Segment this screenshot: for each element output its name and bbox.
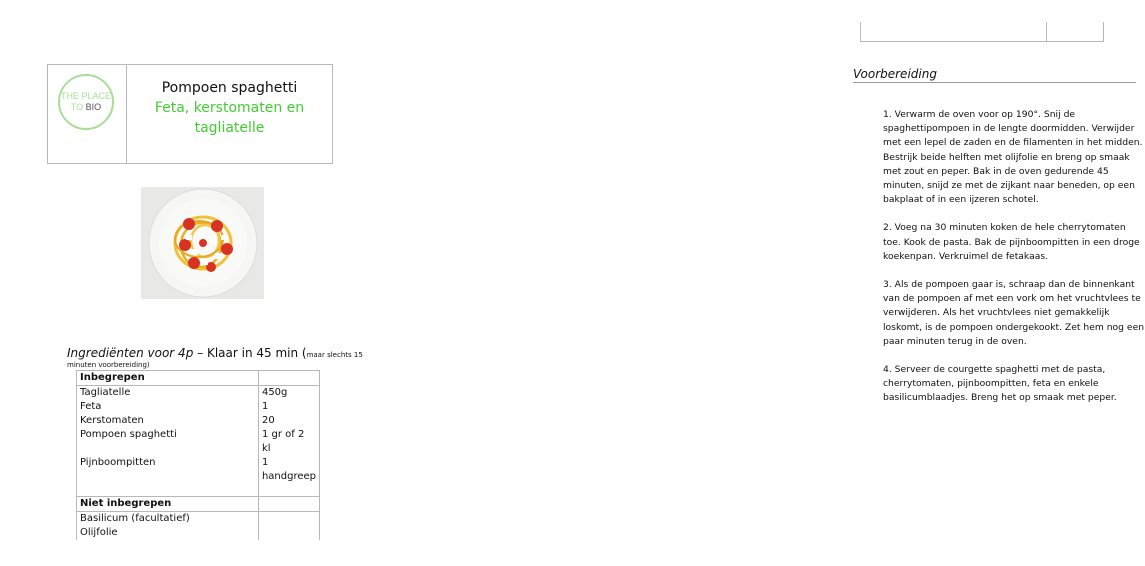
- recipe-photo: [141, 187, 264, 299]
- ingredient-name: Niet inbegrepen: [77, 497, 259, 512]
- ingredient-quantity: handgreep: [258, 470, 319, 484]
- ingredient-quantity: [258, 484, 319, 497]
- ingredient-name: Olijfolie: [77, 526, 259, 540]
- ingredients-title: Ingrediënten voor 4p: [67, 346, 194, 360]
- recipe-header: [47, 64, 333, 164]
- preparation-step: 3. Als de pompoen gaar is, schraap dan de binnenkant van de pompoen af met een vork om het vruchtvlees te verwijderen. Als het vruchtvlees niet gemakkelijk loskomt, is de pompoen ondergekookt. Zet hem nog een paar minuten terug in de oven.: [883, 279, 1145, 347]
- ingredient-quantity: 1: [258, 400, 319, 414]
- logo: [58, 74, 114, 130]
- table-row: [77, 386, 320, 401]
- ingredient-name: Tagliatelle: [77, 386, 259, 401]
- ingredient-name: Basilicum (facultatief): [77, 512, 259, 527]
- title-cell: [127, 65, 332, 163]
- preparation-step: 1. Verwarm de oven voor op 190°. Snij de spaghettipompoen in de lengte doormidden. Verwijder met een lepel de zaden en de filamenten in het midden. Bestrijk beide helften met olijfolie en breng op smaak met zout en peper. Bak in de oven gedurende 45 minuten, snijd ze met de zijkant naar beneden, op een bakplaat of in een ijzeren schotel.: [883, 109, 1143, 206]
- ingredient-name: [77, 484, 259, 497]
- table-divider: [1046, 22, 1047, 42]
- preparation-step: 2. Voeg na 30 minuten koken de hele cherrytomaten toe. Kook de pasta. Bak de pijnboompitten in een droge koekenpan. Verkruimel de fetakaas.: [883, 222, 1140, 262]
- ingredient-name: [77, 470, 259, 484]
- logo-text-line1: THE PLACE: [60, 91, 111, 101]
- ingredient-name: Inbegrepen: [77, 371, 259, 386]
- ingredient-quantity: [258, 512, 319, 527]
- left-page: [0, 0, 400, 566]
- spacer-row: [77, 484, 320, 497]
- logo-text-line2: [71, 102, 101, 113]
- ingredient-quantity: 450g: [258, 386, 319, 401]
- section-header-not-included: [77, 497, 320, 512]
- logo-text-to: TO: [70, 102, 84, 112]
- ingredient-quantity: 1: [258, 456, 319, 470]
- table-row: [77, 428, 320, 456]
- ingredient-name: Feta: [77, 400, 259, 414]
- ingredient-quantity: [258, 371, 319, 386]
- table-row: [77, 414, 320, 428]
- table-row: [77, 526, 320, 540]
- ingredient-quantity: [258, 526, 319, 540]
- preparation-step: 4. Serveer de courgette spaghetti met de pasta, cherrytomaten, pijnboompitten, feta en enkele basilicumblaadjes. Breng het op smaak met peper.: [883, 364, 1117, 404]
- ingredients-heading: [67, 346, 367, 362]
- logo-cell: [48, 65, 127, 163]
- table-continuation: [860, 22, 1104, 42]
- table-row: [77, 400, 320, 414]
- section-header-included: [77, 371, 320, 386]
- right-page: [400, 0, 1145, 566]
- ingredient-name: Pompoen spaghetti: [77, 428, 259, 456]
- recipe-subtitle: Feta, kerstomaten en tagliatelle: [154, 100, 305, 136]
- ingredient-quantity: 1 gr of 2 kl: [258, 428, 319, 456]
- preparation-heading: Voorbereiding: [853, 67, 1136, 83]
- ingredients-table: [76, 370, 320, 540]
- table-row: [77, 456, 320, 470]
- heading-dash: –: [193, 346, 207, 360]
- table-row: [77, 470, 320, 484]
- logo-text-bio: BIO: [85, 102, 102, 112]
- ingredient-name: Kerstomaten: [77, 414, 259, 428]
- plate-image: [141, 187, 264, 299]
- preparation-steps: [883, 108, 1145, 420]
- prep-time-note: maar slechts 15: [306, 351, 363, 359]
- table-row: [77, 512, 320, 527]
- prep-time-note-cont: minuten voorbereiding): [67, 361, 150, 369]
- ingredient-quantity: [258, 497, 319, 512]
- ingredient-quantity: 20: [258, 414, 319, 428]
- ingredient-name: Pijnboompitten: [77, 456, 259, 470]
- ready-time: Klaar in 45 min (: [206, 346, 307, 360]
- recipe-title: Pompoen spaghetti: [161, 80, 298, 96]
